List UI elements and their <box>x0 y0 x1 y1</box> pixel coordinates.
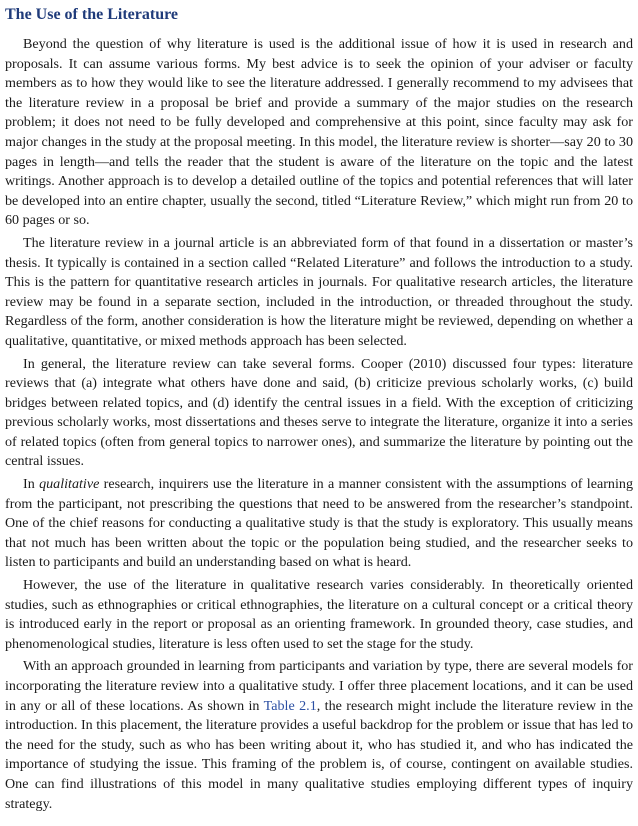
paragraph-6-lead: With an approach grounded in learning from participants and variation by type, there are several models for incorporating the literature review into a qualitative study. I offer three placement locations, and it can be used in any or all of these locations. As shown in <box>5 658 633 714</box>
paragraph-5: However, the use of the literature in qualitative research varies considerably. In theoretically oriented studies, such as ethnographies or critical ethnographies, the literature on a cultural concept or a critical theory is introduced early in the report or proposal as an orienting framework. In grounded theory, case studies, and phenomenological studies, literature is less often used to set the stage for the study. <box>5 577 633 652</box>
table-2-1-link[interactable]: Table 2.1 <box>263 697 317 714</box>
paragraph-4-lead: In <box>23 476 40 493</box>
paragraph-4-body: research, inquirers use the literature in a manner consistent with the assumptions of learning from the participant, not prescribing the questions that need to be answered from the researcher’s standpoint. One of the chief reasons for conducting a qualitative study is that the study is exploratory. This usually means that not much has been written about the topic or the population being studied, and the researcher seeks to listen to participants and build an understanding based on what is heard. <box>5 476 633 571</box>
paragraph-6 <box>5 657 633 814</box>
paragraph-4 <box>5 475 633 573</box>
paragraph-1: Beyond the question of why literature is used is the additional issue of how it is used in research and proposals. It can assume various forms. My best advice is to seek the opinion of your adviser or faculty members as to how they would like to see the literature addressed. I generally recommend to my advisees that the literature review in a proposal be brief and provide a summary of the major studies on the research problem; it does not need to be fully developed and comprehensive at this point, since faculty may ask for major changes in the study at the proposal meeting. In this model, the literature review is shorter—say 20 to 30 pages in length—and tells the reader that the student is aware of the literature on the topic and the latest writings. Another approach is to develop a detailed outline of the topics and potential references that will later be developed into an entire chapter, usually the second, titled “Literature Review,” which might run from 20 to 60 pages or so. <box>5 36 633 229</box>
paragraph-6-body: , the research might include the literature review in the introduction. In this placement, the literature provides a useful backdrop for the problem or issue that has led to the need for the study, such as who has been writing about it, who has studied it, and who has indicated the importance of studying the issue. This framing of the problem is, of course, contingent on available studies. One can find illustrations of this model in many qualitative studies employing different types of inquiry strategy. <box>5 697 633 812</box>
section-heading: The Use of the Literature <box>5 6 178 23</box>
paragraph-3: In general, the literature review can take several forms. Cooper (2010) discussed four types: literature reviews that (a) integrate what others have done and said, (b) criticize previous scholarly works, (c) build bridges between related topics, and (d) identify the central issues in a field. With the exception of criticizing previous scholarly works, most dissertations and theses serve to integrate the literature, organize it into a series of related topics (often from general topics to narrower ones), and summarize the literature by pointing out the central issues. <box>5 355 633 470</box>
emphasis-qualitative: qualitative <box>39 476 100 493</box>
paragraph-2: The literature review in a journal article is an abbreviated form of that found in a dissertation or master’s thesis. It typically is contained in a section called “Related Literature” and follows the introduction to a study. This is the pattern for quantitative research articles in journals. For qualitative research articles, the literature review may be found in a separate section, included in the introduction, or threaded throughout the study. Regardless of the form, another consideration is how the literature might be reviewed, depending on whether a qualitative, quantitative, or mixed methods approach has been selected. <box>5 234 633 349</box>
